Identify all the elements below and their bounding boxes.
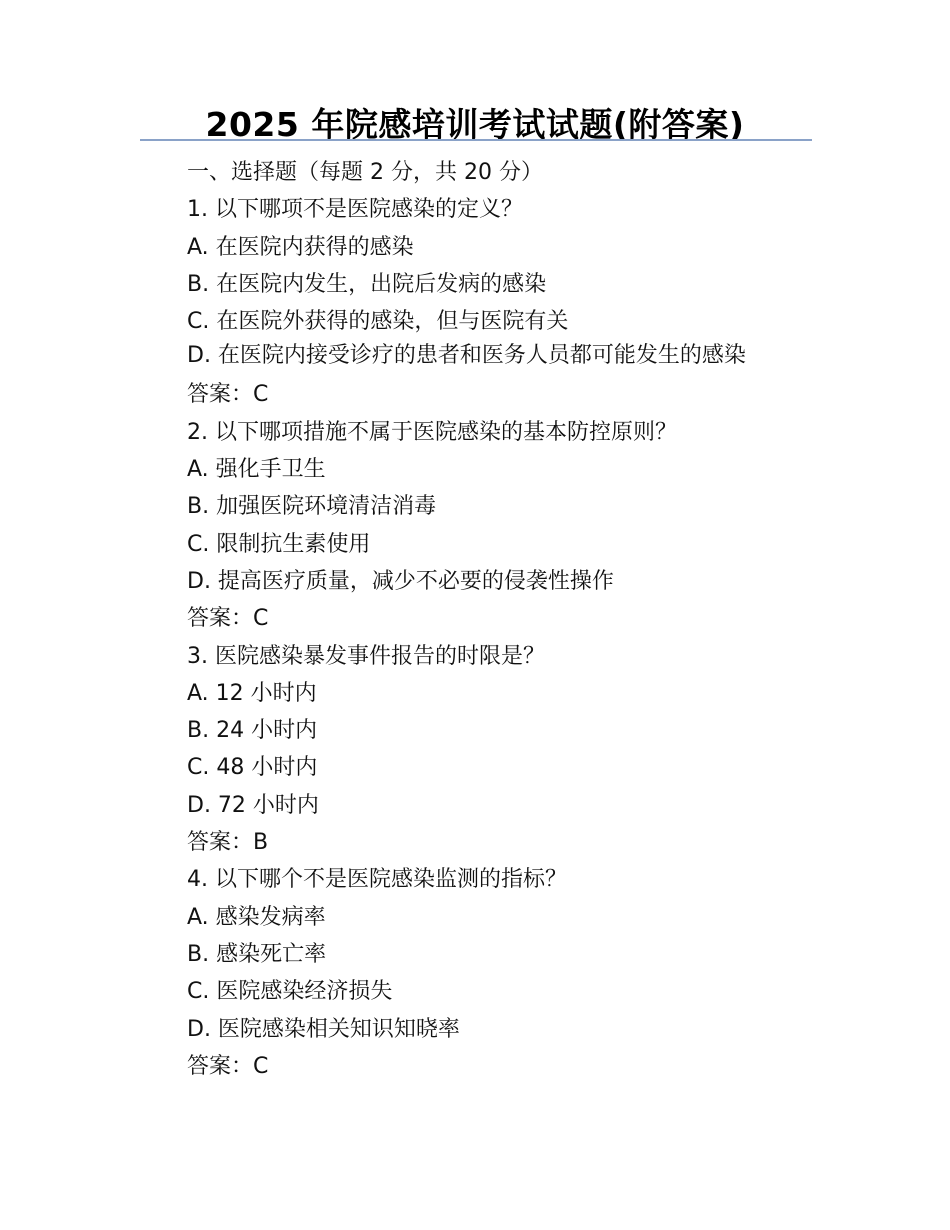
question-stem: 3. 医院感染暴发事件报告的时限是？	[187, 643, 545, 669]
option-d: D. 在医院内接受诊疗的患者和医务人员都可能发生的感染	[187, 343, 746, 369]
question-block	[140, 861, 810, 1085]
option-d: D. 72 小时内	[187, 792, 319, 818]
answer-line: 答案：C	[187, 1053, 269, 1079]
document-body	[140, 154, 810, 1085]
question-block	[140, 414, 810, 638]
question-stem: 2. 以下哪项措施不属于医院感染的基本防控原则？	[187, 419, 677, 445]
question-block	[140, 638, 810, 862]
option-c: C. 在医院外获得的感染，但与医院有关	[187, 309, 569, 335]
option-b: B. 在医院内发生，出院后发病的感染	[187, 271, 547, 297]
option-a: A. 强化手卫生	[187, 457, 326, 483]
option-b: B. 感染死亡率	[187, 941, 327, 967]
option-c: C. 48 小时内	[187, 755, 318, 781]
option-a: A. 12 小时内	[187, 680, 317, 706]
option-c: C. 限制抗生素使用	[187, 531, 371, 557]
answer-line: 答案：C	[187, 382, 269, 408]
answer-line: 答案：C	[187, 606, 269, 632]
section-heading: 一、选择题（每题 2 分，共 20 分）	[187, 160, 543, 185]
option-b: B. 24 小时内	[187, 718, 318, 744]
answer-line: 答案：B	[187, 830, 269, 856]
option-c: C. 医院感染经济损失	[187, 979, 393, 1005]
option-a: A. 在医院内获得的感染	[187, 234, 414, 260]
document-title: 2025 年院感培训考试试题(附答案)	[205, 105, 745, 144]
question-stem: 1. 以下哪项不是医院感染的定义？	[187, 197, 523, 223]
option-d: D. 医院感染相关知识知晓率	[187, 1016, 460, 1042]
question-block	[140, 191, 810, 413]
option-a: A. 感染发病率	[187, 904, 326, 930]
option-b: B. 加强医院环境清洁消毒	[187, 494, 437, 520]
title-underline	[140, 139, 812, 141]
question-stem: 4. 以下哪个不是医院感染监测的指标？	[187, 867, 567, 893]
option-d: D. 提高医疗质量，减少不必要的侵袭性操作	[187, 568, 614, 594]
